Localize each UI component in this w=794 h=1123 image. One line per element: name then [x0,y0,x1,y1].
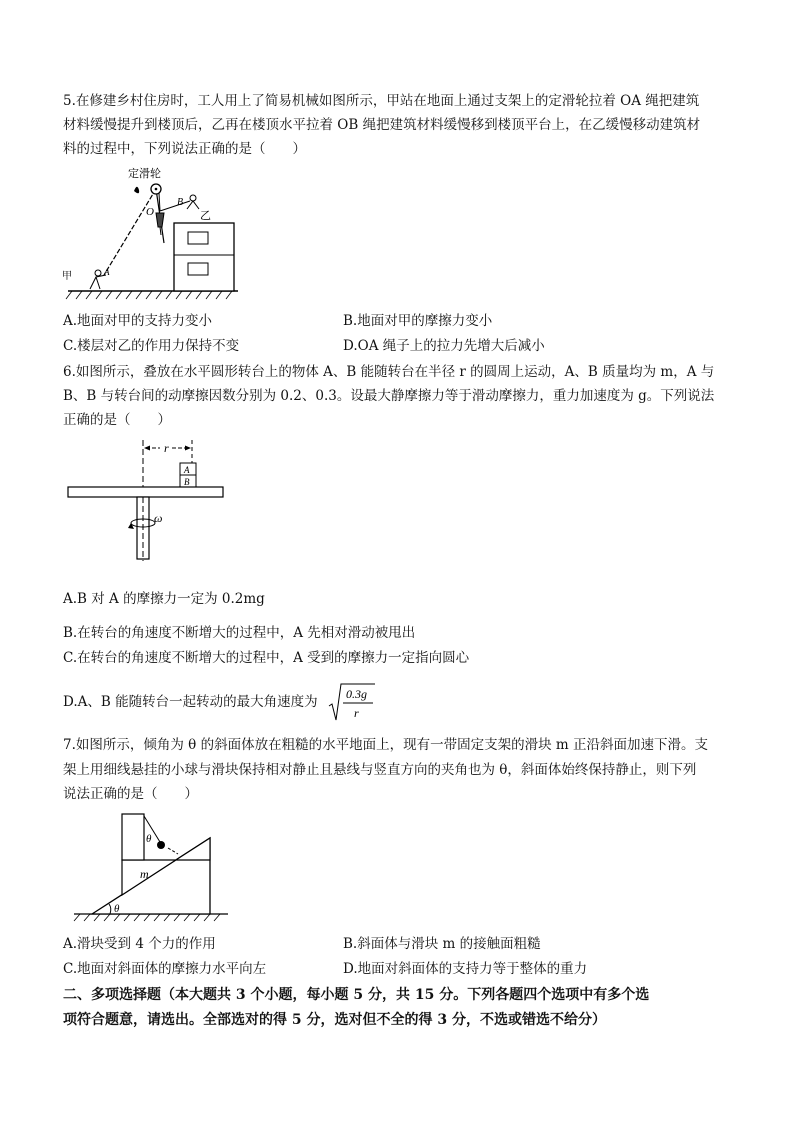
q5-option-a: A.地面对甲的支持力变小 [63,313,213,329]
q6-figure [64,436,229,566]
q6-option-a: A.B 对 A 的摩擦力一定为 0.2mg [63,591,265,607]
q6-option-b: B.在转台的角速度不断增大的过程中，A 先相对滑动被甩出 [63,625,416,641]
q6-label-b: B [184,477,190,487]
q6-stem-line3: 正确的是（ ） [63,412,171,428]
q7-option-c: C.地面对斜面体的摩擦力水平向左 [63,961,267,977]
q6-label-r: r [164,441,169,455]
q6-stem-line2: B、B 与转台间的动摩擦因数分别为 0.2、0.3。设最大静摩擦力等于滑动摩擦力，重力加速度为 g。下列说法 [63,388,715,404]
q5-figure [60,163,250,303]
q5-stem-line2: 材料缓慢提升到楼顶后，乙再在楼顶水平拉着 OB 绳把建筑材料缓慢移到楼顶平台上，在乙缓慢移动建筑材 [63,117,701,133]
q7-label-m: m [140,867,149,881]
q6-stem-line1: 6.如图所示，叠放在水平圆形转台上的物体 A、B 能随转台在半径 r 的圆周上运动，A、B 质量均为 m，A 与 [63,364,715,380]
q7-stem-line3: 说法正确的是（ ） [63,786,198,802]
q5-option-c: C.楼层对乙的作用力保持不变 [63,338,240,354]
q5-label-jia: 甲 [62,271,72,282]
q5-label-o: O [146,206,154,218]
q6-label-a: A [184,465,190,475]
q5-stem-line1: 5.在修建乡村住房时，工人用上了简易机械如图所示，甲站在地面上通过支架上的定滑轮拉着 OA 绳把建筑 [63,93,700,109]
q6-option-d-denominator: r [354,706,359,720]
q6-option-c: C.在转台的角速度不断增大的过程中，A 受到的摩擦力一定指向圆心 [63,650,470,666]
q6-option-d-sqrt [327,682,377,722]
q5-option-d: D.OA 绳子上的拉力先增大后减小 [343,338,545,354]
q6-option-d-numerator: 0.3g [346,687,367,701]
q7-option-a: A.滑块受到 4 个力的作用 [63,936,216,952]
q5-label-b: B [177,197,184,208]
q7-label-theta1: θ [146,833,152,845]
q7-stem-line1: 7.如图所示，倾角为 θ 的斜面体放在粗糙的水平地面上，现有一带固定支架的滑块 m 正沿斜面加速下滑。支 [63,737,708,753]
q5-label-pulley: 定滑轮 [128,168,161,180]
q6-label-omega: ω [154,511,163,525]
q7-option-b: B.斜面体与滑块 m 的接触面粗糙 [343,936,541,952]
section2-heading-line2: 项符合题意，请选出。全部选对的得 5 分，选对但不全的得 3 分，不选或错选不给分） [63,1012,606,1028]
q7-figure [70,810,230,922]
q7-stem-line2: 架上用细线悬挂的小球与滑块保持相对静止且悬线与竖直方向的夹角也为 θ，斜面体始终保持静止，则下列 [63,762,697,778]
q5-label-a: A [104,267,110,277]
q5-option-b: B.地面对甲的摩擦力变小 [343,313,493,329]
q7-label-theta2: θ [114,903,120,915]
q7-option-d: D.地面对斜面体的支持力等于整体的重力 [343,961,588,977]
q6-option-d: D.A、B 能随转台一起转动的最大角速度为 [63,694,318,710]
section2-heading-line1: 二、多项选择题（本大题共 3 个小题，每小题 5 分，共 15 分。下列各题四个选项中有多个选 [63,987,650,1003]
q5-stem-line3: 料的过程中，下列说法正确的是（ ） [63,141,306,157]
q5-label-yi: 乙 [200,210,211,222]
